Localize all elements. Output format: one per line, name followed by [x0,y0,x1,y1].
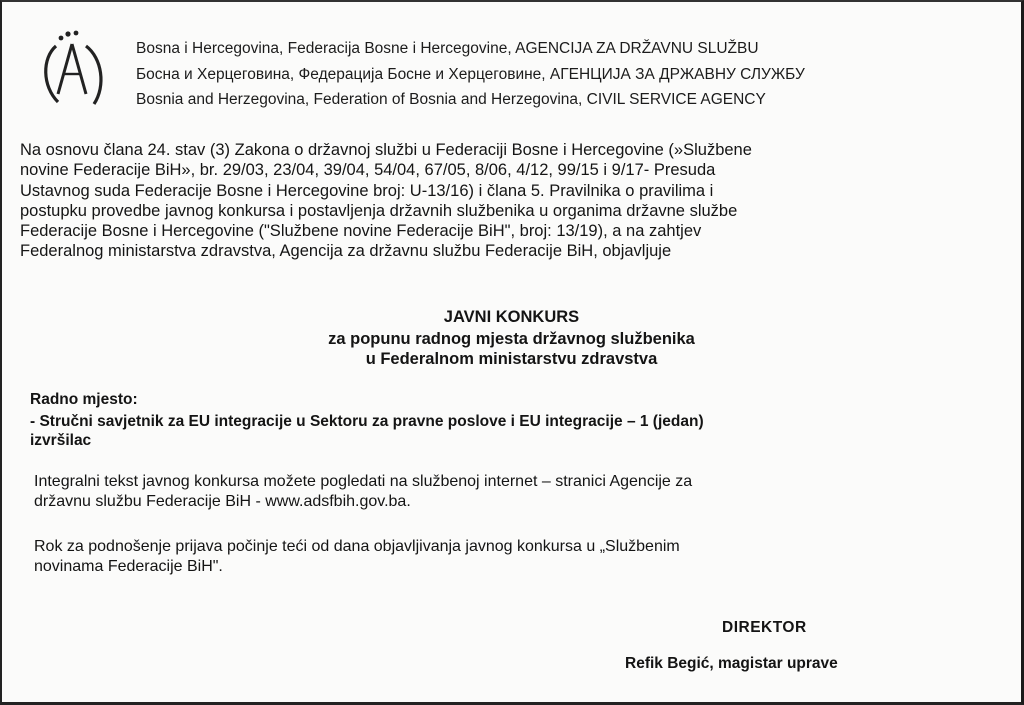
intro-line: Federalnog ministarstva zdravstva, Agencija za državnu službu Federacije BiH, objavljuje [20,242,672,261]
integral-text-paragraph [34,472,692,512]
intro-line: postupku provedbe javnog konkursa i postavljenja državnih službenika u organima državne službe [20,201,738,220]
document-title: JAVNI KONKURS [443,308,580,326]
intro-line: Federacije Bosne i Hercegovine ("Službene novine Federacije BiH", broj: 13/19), a na zahtjev [20,222,702,241]
deadline-line: novinama Federacije BiH". [34,558,223,575]
intro-paragraph [20,140,992,262]
position-description [30,412,995,450]
document-subtitle-ministry: u Federalnom ministarstvu zdravstva [365,350,658,368]
signature-role: DIREKTOR [722,619,807,636]
position-line: izvršilac [30,432,92,449]
agency-logo-icon [36,28,118,110]
text-line-with-link: državnu službu Federacije BiH - www.adsfbih.gov.ba. [34,493,411,510]
header-line-english: Bosnia and Herzegovina, Federation of Bosnia and Herzegovina, CIVIL SERVICE AGENCY [136,91,766,108]
document-subtitle: za popunu radnog mjesta državnog službenika [328,330,695,348]
header-line-bosnian: Bosna i Hercegovina, Federacija Bosne i Hercegovine, AGENCIJA ZA DRŽAVNU SLUŽBU [136,40,759,57]
intro-line: Na osnovu člana 24. stav (3) Zakona o državnoj službi u Federaciji Bosne i Hercegovine (»Službene [20,141,752,159]
intro-line: Ustavnog suda Federacije Bosne i Hercegovine broj: U-13/16) i člana 5. Pravilnika o pravilima i [20,181,714,200]
header-line-cyrillic: Босна и Херцеговина, Федерација Босне и Херцеговине, АГЕНЦИЈА ЗА ДРЖАВНУ СЛУЖБУ [136,66,805,83]
position-line: - Stručni savjetnik za EU integracije u Sektoru za pravne poslove i EU integracije – 1 (jedan) [30,413,704,430]
deadline-paragraph [34,537,680,577]
position-label: Radno mjesto: [30,391,138,408]
deadline-line: Rok za podnošenje prijava počinje teći od dana objavljivanja javnog konkursa u „Službenim [34,538,680,555]
intro-line: novine Federacije BiH», br. 29/03, 23/04, 39/04, 54/04, 67/05, 8/06, 4/12, 99/15 i 9/17- Presuda [20,161,716,180]
signature-name: Refik Begić, magistar uprave [625,655,838,672]
text-line: Integralni tekst javnog konkursa možete pogledati na službenoj internet – stranici Agencije za [34,473,693,490]
